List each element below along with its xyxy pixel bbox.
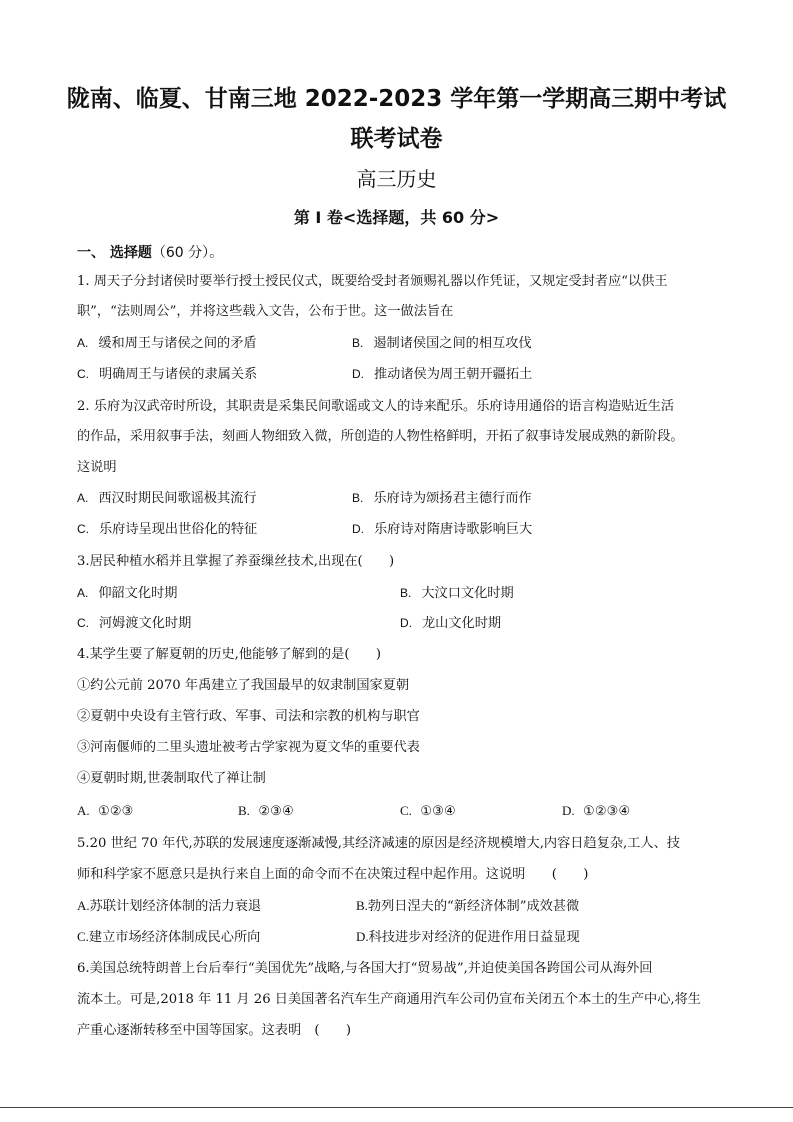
q5-option-b: B.勃列日涅夫的“新经济体制”成效甚微 [356, 898, 580, 914]
q1-stem-line: 职”，“法则周公”，并将这些载入文告，公布于世。这一做法旨在 [77, 304, 454, 319]
q3-option-d: D. 龙山文化时期 [400, 616, 502, 631]
q1-option-b: B. 遏制诸侯国之间的相互攻伐 [352, 336, 532, 351]
q1-stem-line: 1. 周天子分封诸侯时要举行授土授民仪式，既要给受封者颁赐礼器以作凭证，又规定受封者应“以供王 [77, 274, 668, 289]
q1-option-a: A. 缓和周王与诸侯之间的矛盾 [77, 336, 257, 351]
q4-option-c: C. ①③④ [400, 803, 456, 819]
q2-option-b: B. 乐府诗为颂扬君主德行而作 [352, 491, 532, 506]
q3-option-a: A. 仰韶文化时期 [77, 586, 178, 601]
exam-title-line2: 联考试卷 [350, 126, 443, 152]
section-points: （60 分）。 [151, 245, 224, 261]
q4-option-a: A. ①②③ [77, 803, 134, 819]
q2-option-a: A. 西汉时期民间歌谣极其流行 [77, 491, 257, 506]
section-heading [77, 244, 223, 262]
q3-stem-line: 3.居民种植水稻并且掌握了养蚕缫丝技术,出现在( ) [77, 554, 395, 569]
q4-statement: ③河南偃师的二里头遗址被考古学家视为夏文华的重要代表 [77, 740, 420, 755]
page-footer-rule [0, 1107, 793, 1108]
q4-statement: ①约公元前 2070 年禹建立了我国最早的奴隶制国家夏朝 [77, 678, 410, 693]
q2-stem-line: 这说明 [77, 460, 117, 475]
q5-stem-line: 5.20 世纪 70 年代,苏联的发展速度逐渐减慢,其经济减速的原因是经济规模增大,内容日趋复杂,工人、技 [77, 836, 680, 851]
q2-stem-line: 2. 乐府为汉武帝时所设，其职责是采集民间歌谣或文人的诗来配乐。乐府诗用通俗的语言构造贴近生活 [77, 399, 675, 414]
q4-option-b: B. ②③④ [238, 803, 294, 819]
subject-title: 高三历史 [356, 167, 437, 191]
q5-option-d: D.科技进步对经济的促进作用日益显现 [356, 929, 580, 945]
q1-option-d: D. 推动诸侯为周王朝开疆拓土 [352, 367, 533, 382]
q5-option-a: A.苏联计划经济体制的活力衰退 [77, 898, 262, 914]
q2-option-d: D. 乐府诗对隋唐诗歌影响巨大 [352, 522, 533, 537]
q6-stem-line: 流本土。可是,2018 年 11 月 26 日美国著名汽车生产商通用汽车公司仍宣布关闭五个本土的生产中心,将生 [77, 992, 701, 1007]
part-heading: 第 I 卷<选择题，共 60 分> [293, 208, 500, 227]
exam-title-line1: 陇南、临夏、甘南三地 2022-2023 学年第一学期高三期中考试 [66, 86, 727, 112]
q6-stem-line: 6.美国总统特朗普上台后奉行“美国优先”战略,与各国大打“贸易战”,并迫使美国各跨国公司从海外回 [77, 961, 653, 976]
q3-option-c: C. 河姆渡文化时期 [77, 616, 192, 631]
q4-stem-line: 4.某学生要了解夏朝的历史,他能够了解到的是( ) [77, 647, 381, 662]
q5-stem-line: 师和科学家不愿意只是执行来自上面的命令而不在决策过程中起作用。这说明 ( ) [77, 867, 589, 882]
q6-stem-line: 产重心逐渐转移至中国等国家。这表明 ( ) [77, 1023, 352, 1038]
section-label: 一、 选择题 [77, 245, 152, 261]
q5-option-c: C.建立市场经济体制成民心所向 [77, 929, 261, 945]
q3-option-b: B. 大汶口文化时期 [400, 586, 514, 601]
q2-option-c: C. 乐府诗呈现出世俗化的特征 [77, 522, 258, 537]
q4-statement: ④夏朝时期,世袭制取代了禅让制 [77, 771, 266, 786]
q2-stem-line: 的作品，采用叙事手法，刻画人物细致入微，所创造的人物性格鲜明，开拓了叙事诗发展成熟的新阶段。 [77, 429, 684, 444]
q4-statement: ②夏朝中央设有主管行政、军事、司法和宗教的机构与职官 [77, 709, 420, 724]
q4-option-d: D. ①②③④ [562, 803, 631, 819]
q1-option-c: C. 明确周王与诸侯的隶属关系 [77, 367, 258, 382]
